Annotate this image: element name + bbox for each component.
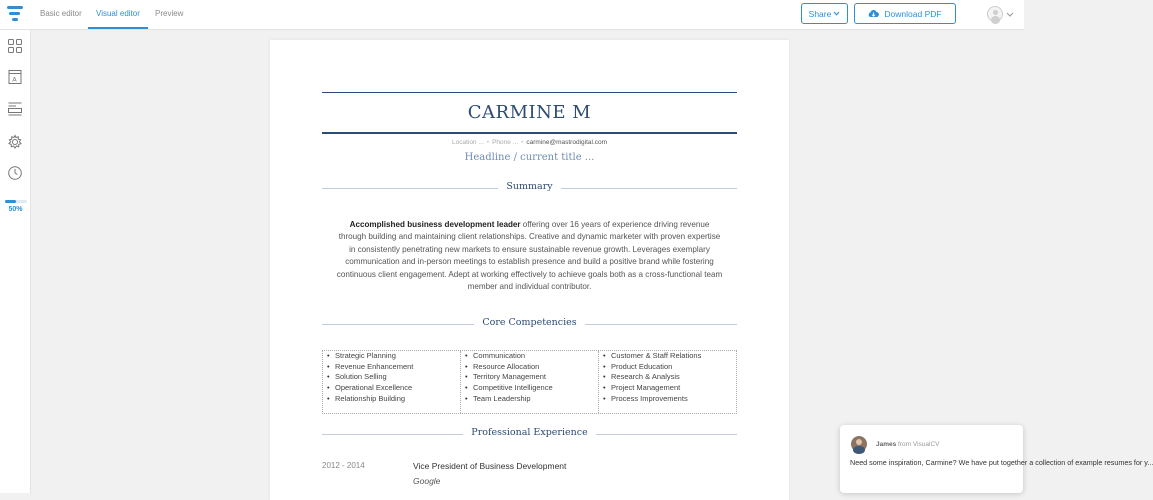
summary-text[interactable] [336, 219, 723, 293]
list-item: • Strategic Planning [327, 351, 456, 362]
summary-body: offering over 16 years of experience driving revenue through building and maintaining client relationships. Creative and dynamic marketer with proven expertise in consistently penetrating new markets to ensure sustainable revenue growth. Leverages exemplary communication and in-person meetings to establish presence and build a positive brand while fostering continuous client engagement. Adept at working effectively to achieve goals both as a cross-functional team member and individual contributor. [336, 220, 723, 292]
contact-line[interactable] [322, 139, 737, 146]
list-item: • Process Improvements [603, 394, 732, 405]
chat-popup[interactable] [840, 425, 1153, 493]
competencies-column [323, 351, 461, 413]
list-item: • Revenue Enhancement [327, 362, 456, 373]
list-item: • Communication [465, 351, 594, 362]
list-item: • Solution Selling [327, 372, 456, 383]
experience-title[interactable]: Vice President of Business Development [413, 461, 567, 471]
summary-heading[interactable] [322, 181, 737, 195]
avatar [851, 436, 867, 452]
list-item: • Customer & Staff Relations [603, 351, 732, 362]
contact-email: carmine@mastrodigital.com [526, 139, 608, 146]
completion-progress-bar [5, 200, 27, 203]
resume-name[interactable]: CARMINE M [467, 102, 592, 123]
chevron-down-icon [1006, 12, 1014, 17]
layout-grid-icon[interactable] [6, 37, 24, 55]
chat-sender-source: from VisualCV [896, 441, 940, 448]
summary-lead: Accomplished business development leader [349, 220, 521, 229]
list-item: • Competitive Intelligence [465, 383, 594, 394]
contact-location: Location ... [451, 139, 484, 146]
chat-sender [876, 441, 939, 448]
tab-basic-editor[interactable]: Basic editor [40, 9, 82, 18]
share-button[interactable] [801, 3, 848, 24]
left-sidebar [0, 30, 31, 493]
resume-page [270, 40, 789, 500]
list-item: • Product Education [603, 362, 732, 373]
experience-company[interactable]: Google [413, 476, 441, 486]
list-item: • Resource Allocation [465, 362, 594, 373]
separator-dot-icon: • [521, 139, 524, 146]
list-item: • Research & Analysis [603, 372, 732, 383]
tab-visual-editor[interactable]: Visual editor [88, 0, 148, 29]
download-pdf-label: Download PDF [884, 8, 942, 19]
visualcv-logo-icon[interactable] [7, 5, 25, 25]
competencies-heading[interactable] [322, 317, 737, 331]
chat-sender-name: James [876, 441, 897, 448]
history-clock-icon[interactable] [6, 164, 24, 182]
cloud-download-icon [868, 9, 879, 18]
contact-phone: Phone ... [492, 139, 519, 146]
download-pdf-button[interactable] [854, 3, 956, 24]
experience-heading-label: Professional Experience [463, 427, 595, 438]
sections-icon[interactable] [6, 100, 24, 118]
chat-message: Need some inspiration, Carmine? We have put together a collection of example resumes for y... [850, 458, 1153, 467]
competencies-heading-label: Core Competencies [474, 317, 584, 328]
separator-dot-icon: • [486, 139, 490, 146]
competencies-table[interactable] [322, 350, 737, 414]
tab-preview[interactable]: Preview [155, 9, 184, 18]
experience-heading[interactable] [322, 427, 737, 441]
summary-heading-label: Summary [498, 181, 560, 192]
svg-text:A: A [12, 75, 17, 84]
competencies-column [461, 351, 599, 413]
account-menu[interactable] [987, 5, 1017, 23]
template-icon[interactable] [6, 68, 24, 86]
divider [322, 92, 737, 93]
completion-progress-fill [5, 200, 16, 203]
top-bar [0, 0, 1024, 30]
completion-percent: 50% [8, 206, 23, 213]
list-item: • Team Leadership [465, 394, 594, 405]
share-label: Share [808, 8, 832, 19]
experience-dates[interactable]: 2012 - 2014 [322, 461, 365, 470]
list-item: • Operational Excellence [327, 383, 456, 394]
divider [322, 132, 737, 134]
avatar [987, 6, 1003, 22]
list-item: • Territory Management [465, 372, 594, 383]
chevron-down-icon [833, 11, 840, 16]
resume-headline[interactable]: Headline / current title ... [464, 152, 595, 163]
list-item: • Project Management [603, 383, 732, 394]
competencies-column [599, 351, 736, 413]
list-item: • Relationship Building [327, 394, 456, 405]
settings-gear-icon[interactable] [6, 133, 24, 151]
